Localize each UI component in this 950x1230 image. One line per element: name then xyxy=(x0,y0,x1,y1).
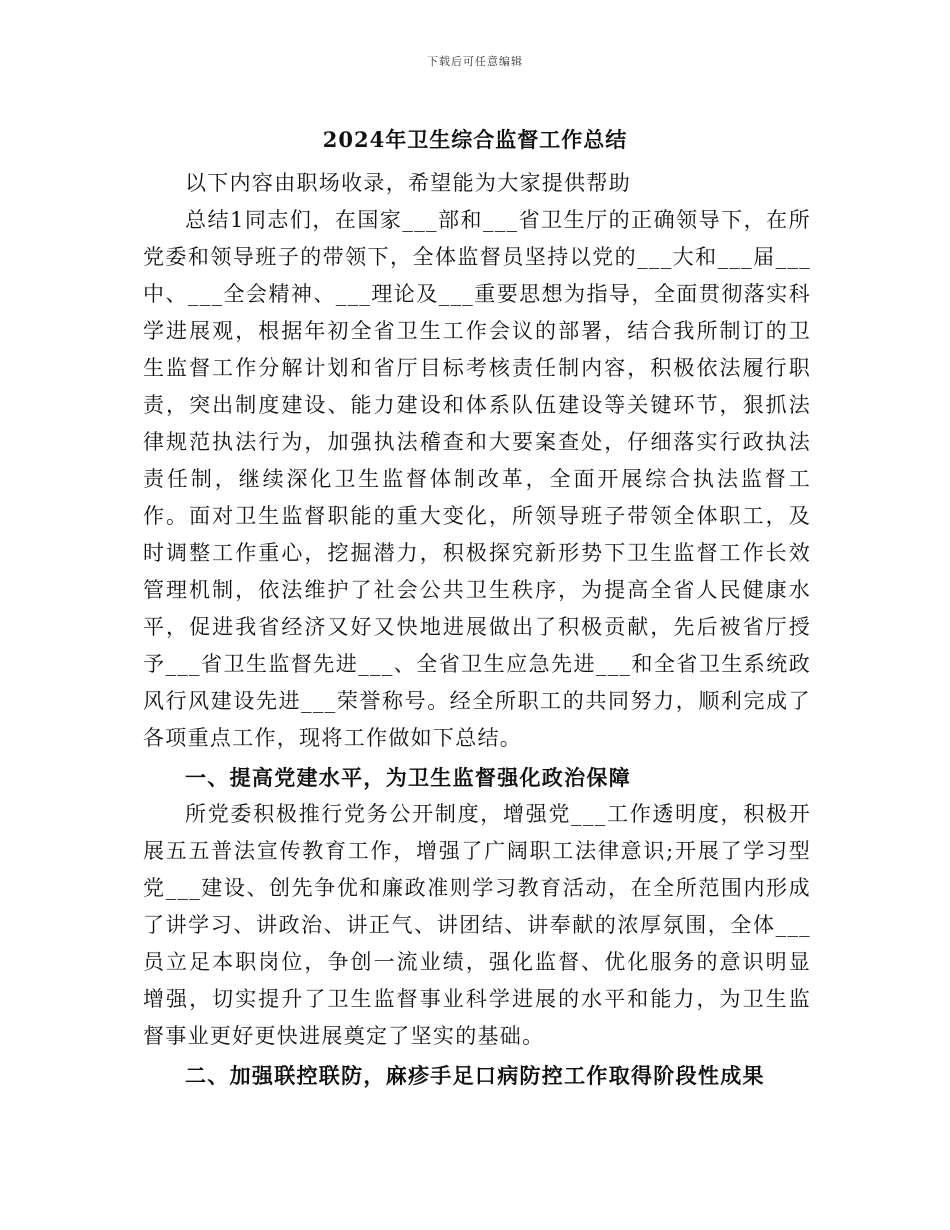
intro-paragraph: 以下内容由职场收录，希望能为大家提供帮助 xyxy=(185,171,631,195)
summary-paragraph: 总结1同志们，在国家___部和___省卫生厅的正确领导下，在所党委和领导班子的带领下，全体监督员坚持以党的___大和___届___中、___全会精神、___理论及___重要思想为指导，全面贯彻落实科学进展观，根据年初全省卫生工作会议的部署，结合我所制订的卫生监督工作分解计划和省厅目标考核责任制内容，积极依法履行职责，突出制度建设、能力建设和体系队伍建设等关键环节，狠抓法律规范执法行为，加强执法稽查和大要案查处，仔细落实行政执法责任制，继续深化卫生监督体制改革，全面开展综合执法监督工作。面对卫生监督职能的重大变化，所领导班子带领全体职工，及时调整工作重心，挖掘潜力，积极探究新形势下卫生监督工作长效管理机制，依法维护了社会公共卫生秩序，为提高全省人民健康水平，促进我省经济又好又快地进展做出了积极贡献，先后被省厅授予___省卫生监督先进___、全省卫生应急先进___和全省卫生系统政风行风建设先进___荣誉称号。经全所职工的共同努力，顺利完成了各项重点工作，现将工作做如下总结。 xyxy=(143,208,811,750)
section-heading-1: 一、提高党建水平，为卫生监督强化政治保障 xyxy=(185,765,631,790)
document-body xyxy=(143,165,811,1094)
section-heading-2: 二、加强联控联防，麻疹手足口病防控工作取得阶段性成果 xyxy=(185,1063,765,1088)
section-paragraph-1: 所党委积极推行党务公开制度，增强党___工作透明度，积极开展五五普法宣传教育工作，增强了广阔职工法律意识;开展了学习型党___建设、创先争优和廉政准则学习教育活动，在全所范围内形成了讲学习、讲政治、讲正气、讲团结、讲奉献的浓厚氛围，全体___员立足本职岗位，争创一流业绩，强化监督、优化服务的意识明显增强，切实提升了卫生监督事业科学进展的水平和能力，为卫生监督事业更好更快进展奠定了坚实的基础。 xyxy=(143,802,811,1048)
header-note: 下载后可任意编辑 xyxy=(427,55,523,68)
document-title: 2024年卫生综合监督工作总结 xyxy=(322,127,628,152)
